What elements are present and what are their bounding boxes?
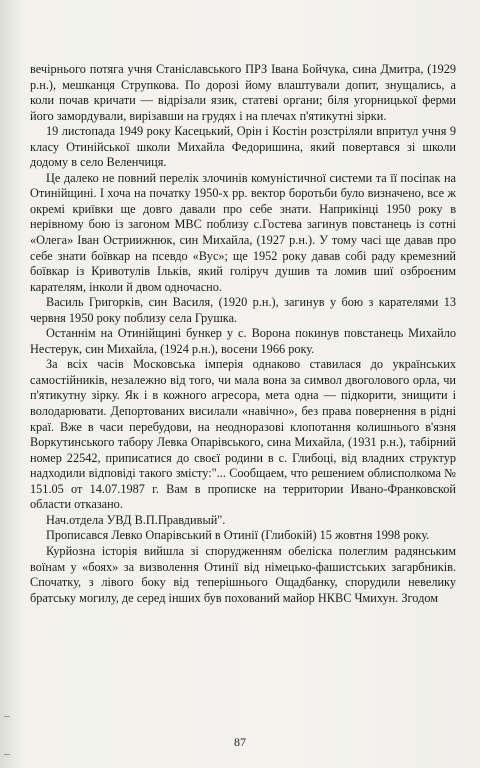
page-number: 87 (234, 735, 246, 749)
paragraph: Василь Григорків, син Василя, (1920 р.н.), загинув у бою з карателями 13 червня 1950 року поблизу села Грушка. (30, 295, 456, 325)
margin-mark (4, 754, 10, 755)
paragraph: За всіх часів Московська імперія однаково ставилася до українських самостійників, незалежно від того, чи мала вона за символ двоголового орла, чи п'ятикутну зірку. Як і в кожного агресора, мета одна — підкорити, знищити і володарювати. Депортованих висилали «навічно», без права повернення в рідні краї. Вже в часи перебудови, на неодноразові клопотання колишнього в'язня Воркутинського табору Левка Опарівського, сина Михайла, (1931 р.н.), табірний номер 22542, приписатися до своєї родини в с. Глибоці, від владних структур надходили відповіді такого змісту:"... Сообщаем, что решением облисполкома № 151.05 от 14.07.1987 г. Вам в прописке на территории Ивано-Франковской области отказано. (30, 357, 456, 512)
paragraph: Це далеко не повний перелік злочинів комуністичної системи та її посіпак на Отинійщині. І хоча на початку 1950-х рр. вектор боротьби було визначено, все ж окремі криївки ще довго давали про себе знати. Наприкінці 1950 року в нерівному бою із загоном МВС поблизу с.Гостева загинув повстанець із сотні «Олега» Іван Остриижнюк, син Михайла, (1927 р.н.). У тому часі ще давав про себе знати боївкар на псевдо «Вус»; ще 1952 року давав собі раду кремезний боївкар із Кривотулів Ільків, який голіруч душив та ломив шиї озброєним карателям, інколи й двом одночасно. (30, 170, 456, 294)
paragraph: Курйозна історія вийшла зі спорудженням обеліска полеглим радянським воїнам у «боях» за визволення Отинії від німецько-фашистських загарбників. Спочатку, з лівого боку від теперішнього Ощадбанку, спорудили невелику братську могилу, де серед інших був похований майор НКВС Чмихун. Згодом (30, 543, 456, 605)
paragraph: вечірнього потяга учня Станіславського ПРЗ Івана Бойчука, сина Дмитра, (1929 р.н.), мешканця Струпкова. По дорозі йому влаштували допит, знущались, а коли почав кричати — відрізали язик, статеві органи; біля угорницької ферми його замордували, вирізавши на грудях і на плечах п'ятикутні зірки. (30, 62, 456, 123)
body-text (30, 62, 456, 606)
paragraph: Останнім на Отинійщині бункер у с. Ворона покинув повстанець Михайло Нестерук, син Михайла, (1924 р.н.), восени 1966 року. (30, 326, 456, 356)
paragraph: Прописався Левко Опарівський в Отинії (Глибокій) 15 жовтня 1998 року. (46, 528, 430, 543)
paragraph: 19 листопада 1949 року Касецький, Орін і Костін розстріляли впритул учня 9 класу Отинійської школи Михайла Федоришина, який повертався зі школи додому в село Веленчиця. (30, 124, 456, 170)
signature-line: Нач.отдела УВД В.П.Правдивый". (46, 512, 226, 527)
margin-mark (4, 716, 10, 717)
